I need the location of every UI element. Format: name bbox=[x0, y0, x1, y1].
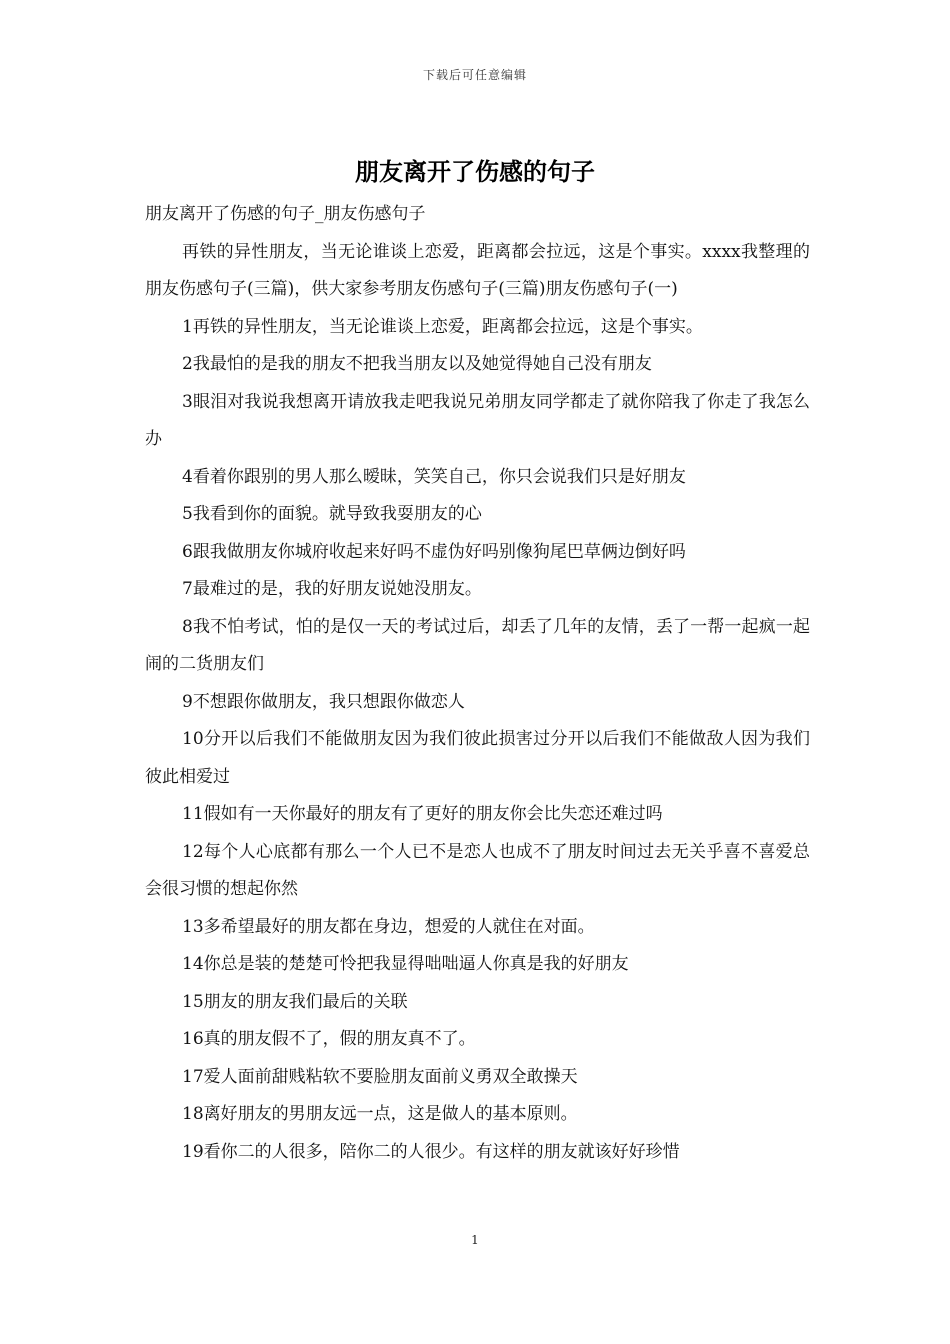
list-item: 14你总是装的楚楚可怜把我显得咄咄逼人你真是我的好朋友 bbox=[182, 954, 629, 974]
list-item: 18离好朋友的男朋友远一点，这是做人的基本原则。 bbox=[182, 1104, 578, 1124]
list-item: 10分开以后我们不能做朋友因为我们彼此损害过分开以后我们不能做敌人因为我们彼此相爱过 bbox=[145, 729, 810, 787]
list-item: 6跟我做朋友你城府收起来好吗不虚伪好吗别像狗尾巴草俩边倒好吗 bbox=[182, 541, 686, 562]
list-item: 19看你二的人很多，陪你二的人很少。有这样的朋友就该好好珍惜 bbox=[182, 1141, 680, 1162]
list-item: 16真的朋友假不了，假的朋友真不了。 bbox=[182, 1029, 476, 1049]
list-item: 3眼泪对我说我想离开请放我走吧我说兄弟朋友同学都走了就你陪我了你走了我怎么办 bbox=[145, 391, 810, 449]
list-item: 9不想跟你做朋友，我只想跟你做恋人 bbox=[182, 691, 465, 712]
document-title: 朋友离开了伤感的句子 bbox=[355, 158, 595, 186]
page-number: 1 bbox=[471, 1233, 479, 1247]
list-item: 12每个人心底都有那么一个人已不是恋人也成不了朋友时间过去无关乎喜不喜爱总会很习惯的想起你然 bbox=[145, 841, 810, 899]
list-item: 4看着你跟别的男人那么暧昧，笑笑自己，你只会说我们只是好朋友 bbox=[182, 466, 686, 487]
document-body bbox=[145, 196, 810, 1171]
list-item: 17爱人面前甜贱粘软不要脸朋友面前义勇双全敢操天 bbox=[182, 1066, 578, 1087]
list-item: 7最难过的是，我的好朋友说她没朋友。 bbox=[182, 579, 482, 599]
intro-paragraph: 再铁的异性朋友，当无论谁谈上恋爱，距离都会拉远，这是个事实。xxxx我整理的朋友伤感句子(三篇)，供大家参考朋友伤感句子(三篇)朋友伤感句子(一) bbox=[145, 241, 810, 299]
list-item: 1再铁的异性朋友，当无论谁谈上恋爱，距离都会拉远，这是个事实。 bbox=[182, 316, 703, 337]
header-note: 下载后可任意编辑 bbox=[422, 68, 527, 82]
document-subtitle: 朋友离开了伤感的句子_朋友伤感句子 bbox=[145, 204, 426, 224]
list-item: 2我最怕的是我的朋友不把我当朋友以及她觉得她自己没有朋友 bbox=[182, 354, 652, 374]
list-item: 8我不怕考试，怕的是仅一天的考试过后，却丢了几年的友情，丢了一帮一起疯一起闹的二货朋友们 bbox=[145, 616, 810, 674]
list-item: 5我看到你的面貌。就导致我耍朋友的心 bbox=[182, 504, 482, 524]
list-item: 15朋友的朋友我们最后的关联 bbox=[182, 991, 408, 1012]
list-item: 11假如有一天你最好的朋友有了更好的朋友你会比失恋还难过吗 bbox=[182, 804, 663, 824]
list-item: 13多希望最好的朋友都在身边，想爱的人就住在对面。 bbox=[182, 916, 595, 937]
